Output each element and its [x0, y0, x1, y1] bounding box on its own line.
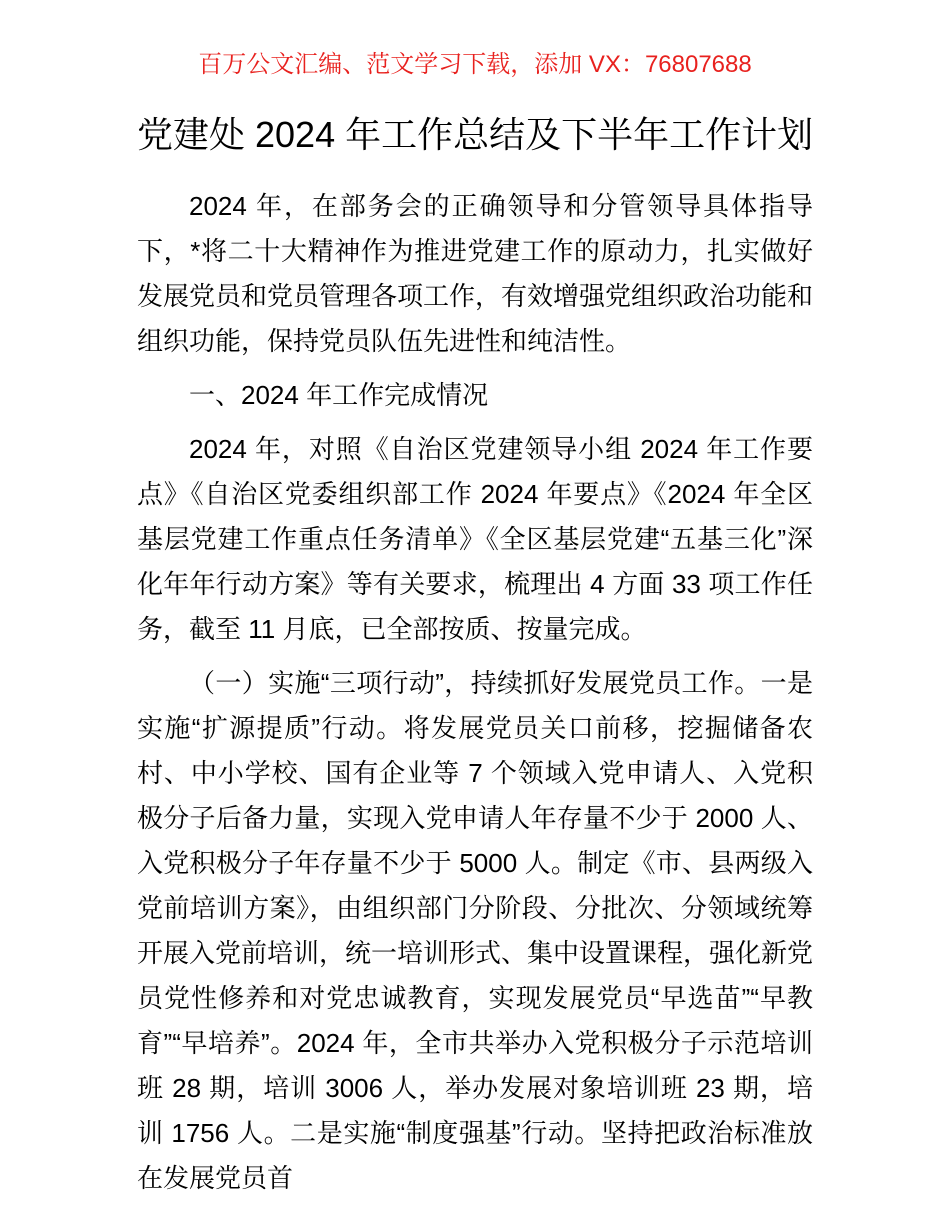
- document-title: 党建处 2024 年工作总结及下半年工作计划: [137, 114, 814, 155]
- document-body: [137, 184, 813, 1201]
- paragraph: 2024 年，在部务会的正确领导和分管领导具体指导下，*将二十大精神作为推进党建工作的原动力，扎实做好发展党员和党员管理各项工作，有效增强党组织政治功能和组织功能，保持党员队伍先进性和纯洁性。: [137, 191, 814, 357]
- section-heading: 一、2024 年工作完成情况: [189, 380, 489, 411]
- paragraph: 2024 年，对照《自治区党建领导小组 2024 年工作要点》《自治区党委组织部工作 2024 年要点》《2024 年全区基层党建工作重点任务清单》《全区基层党建“五基三化”深化年年行动方案》等有关要求，梳理出 4 方面 33 项工作任务，截至 11 月底，已全部按质、按量完成。: [137, 434, 813, 645]
- promo-banner: 百万公文汇编、范文学习下载，添加 VX：76807688: [198, 51, 752, 78]
- paragraph: （一）实施“三项行动”，持续抓好发展党员工作。一是实施“扩源提质”行动。将发展党员关口前移，挖掘储备农村、中小学校、国有企业等 7 个领域入党申请人、入党积极分子后备力量，实现入党申请人年存量不少于 2000 人、入党积极分子年存量不少于 5000 人。制定《市、县两级入党前培训方案》，由组织部门分阶段、分批次、分领域统筹开展入党前培训，统一培训形式、集中设置课程，强化新党员党性修养和对党忠诚教育，实现发展党员“早选苗”“早教育”“早培养”。2024 年，全市共举办入党积极分子示范培训班 28 期，培训 3006 人，举办发展对象培训班 23 期，培训 1756 人。二是实施“制度强基”行动。坚持把政治标准放在发展党员首: [137, 668, 814, 1194]
